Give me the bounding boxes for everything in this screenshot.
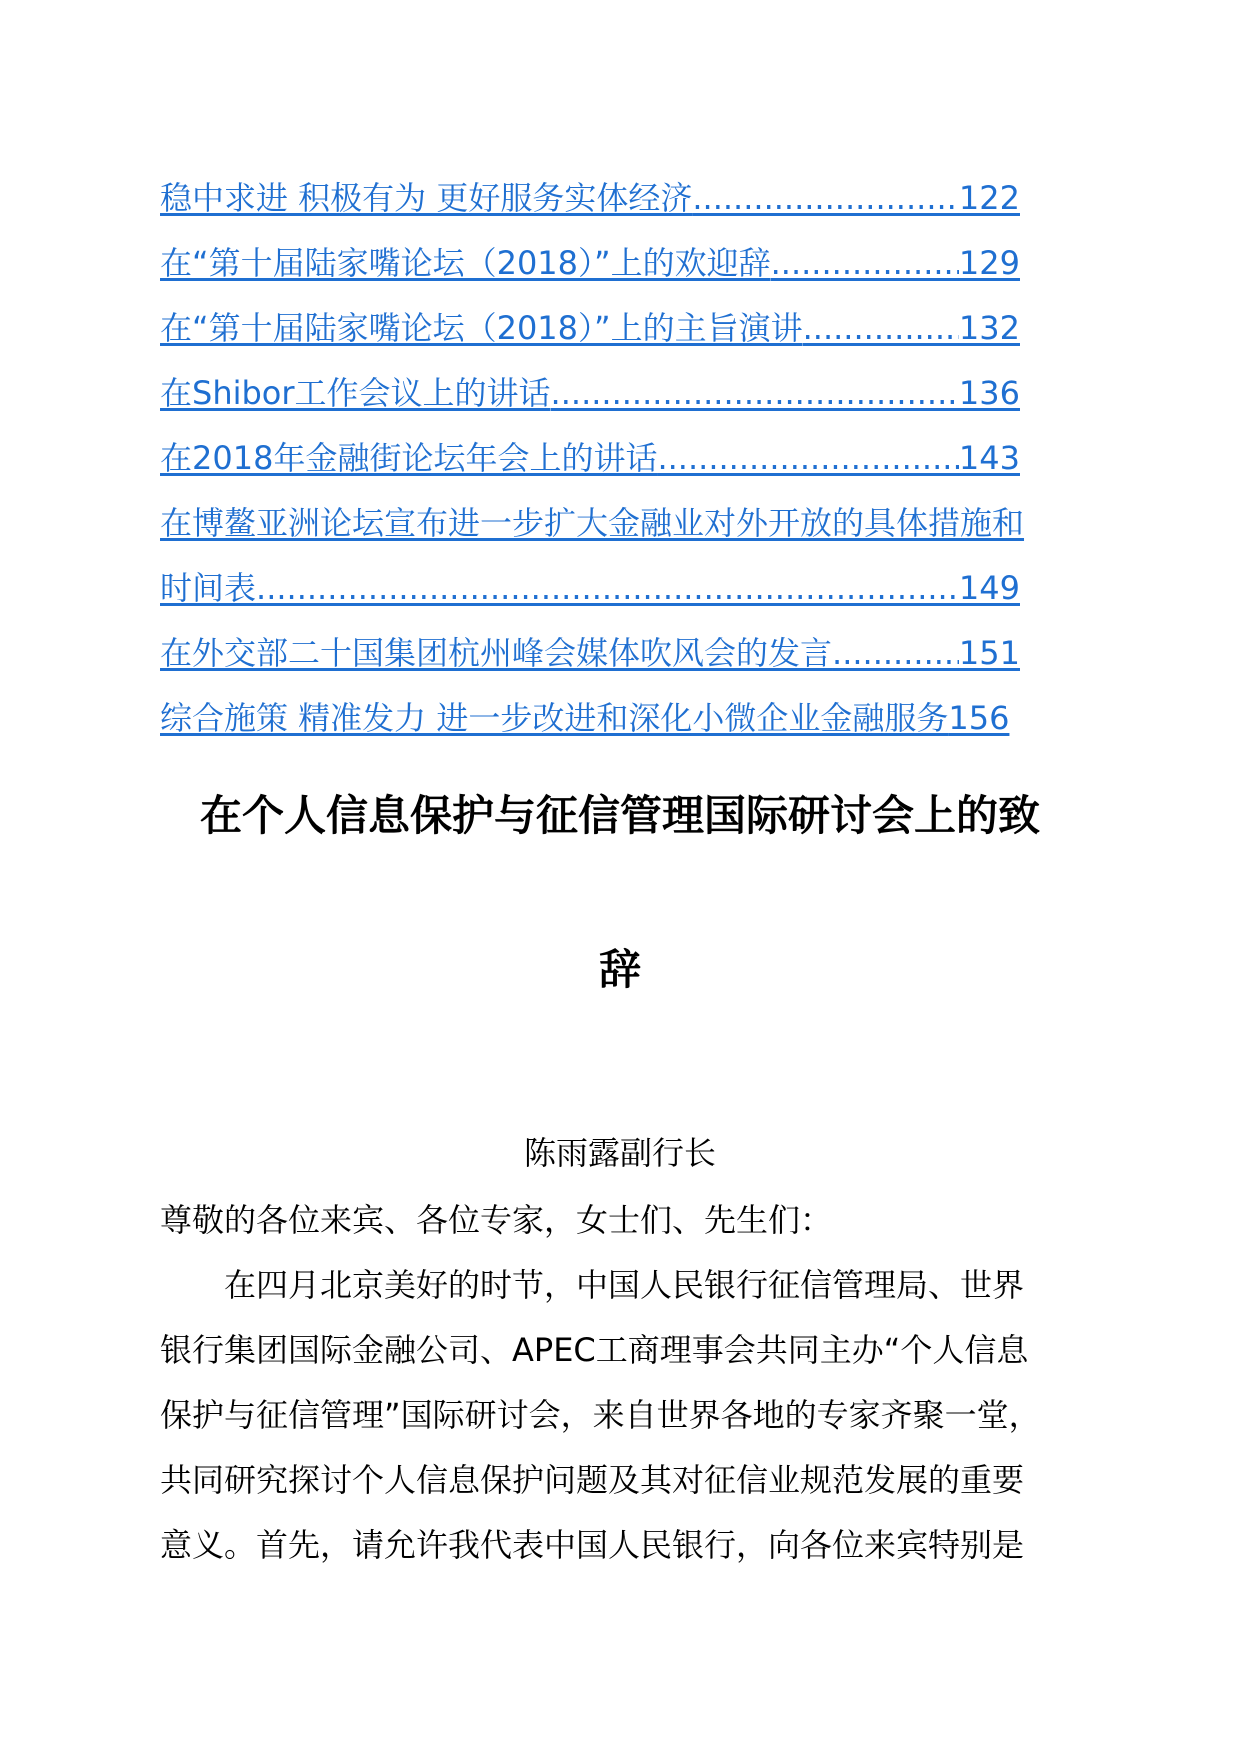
toc-entry-multiline[interactable] [160, 491, 1120, 556]
toc-entry-page: 143 [958, 439, 1020, 477]
toc-entry[interactable] [160, 231, 1020, 296]
paragraph-line: 意义。首先，请允许我代表中国人民银行，向各位来宾特别是 [160, 1526, 1025, 1564]
toc-entry-title: 在外交部二十国集团杭州峰会媒体吹风会的发言 [160, 634, 833, 672]
toc-entry[interactable] [160, 296, 1020, 361]
toc-leader-dots [692, 166, 959, 231]
toc-leader-dots [832, 621, 959, 686]
toc-entry-page: 149 [958, 569, 1020, 607]
article-title-line-2: 辞 [598, 945, 641, 994]
toc-entry[interactable] [160, 166, 1020, 231]
toc-leader-dots [657, 426, 958, 491]
toc-entry-continuation[interactable] [160, 556, 1020, 621]
toc-entry[interactable] [160, 686, 1120, 751]
toc-leader-dots [551, 361, 959, 426]
toc-leader-dots [803, 296, 959, 361]
toc-entry-page: 132 [958, 309, 1020, 347]
toc-entry-page: 151 [958, 634, 1020, 672]
toc-entry[interactable] [160, 426, 1020, 491]
salutation: 尊敬的各位来宾、各位专家，女士们、先生们： [160, 1201, 833, 1239]
table-of-contents [160, 166, 1120, 751]
toc-entry[interactable] [160, 361, 1020, 426]
body-paragraph [160, 1253, 1090, 1578]
toc-leader-dots [771, 231, 959, 296]
toc-entry[interactable] [160, 621, 1020, 686]
article-author: 陈雨露副行长 [523, 1134, 716, 1172]
toc-entry-title: 在博鳌亚洲论坛宣布进一步扩大金融业对外开放的具体措施和 [160, 504, 1025, 542]
toc-entry-title: 时间表 [160, 569, 257, 607]
article-title-line-1: 在个人信息保护与征信管理国际研讨会上的致 [199, 791, 1040, 840]
paragraph-line: 在四月北京美好的时节，中国人民银行征信管理局、世界 [224, 1266, 1025, 1304]
toc-entry-title: 稳中求进 积极有为 更好服务实体经济 [160, 179, 693, 217]
toc-entry-page: 122 [958, 179, 1020, 217]
toc-entry-title: 在“第十届陆家嘴论坛（2018）”上的主旨演讲 [160, 309, 803, 347]
toc-entry-page: 156 [948, 699, 1010, 737]
toc-entry-title: 在2018年金融街论坛年会上的讲话 [160, 439, 658, 477]
toc-entry-page: 129 [958, 244, 1020, 282]
toc-leader-dots [256, 556, 959, 621]
paragraph-line: 共同研究探讨个人信息保护问题及其对征信业规范发展的重要 [160, 1461, 1025, 1499]
paragraph-line: 保护与征信管理”国际研讨会，来自世界各地的专家齐聚一堂， [160, 1396, 1041, 1434]
toc-entry-title: 在Shibor工作会议上的讲话 [160, 374, 551, 412]
paragraph-line: 银行集团国际金融公司、APEC工商理事会共同主办“个人信息 [160, 1331, 1029, 1369]
toc-entry-title: 在“第十届陆家嘴论坛（2018）”上的欢迎辞 [160, 244, 771, 282]
toc-entry-title: 综合施策 精准发力 进一步改进和深化小微企业金融服务 [160, 699, 949, 737]
toc-entry-page: 136 [958, 374, 1020, 412]
